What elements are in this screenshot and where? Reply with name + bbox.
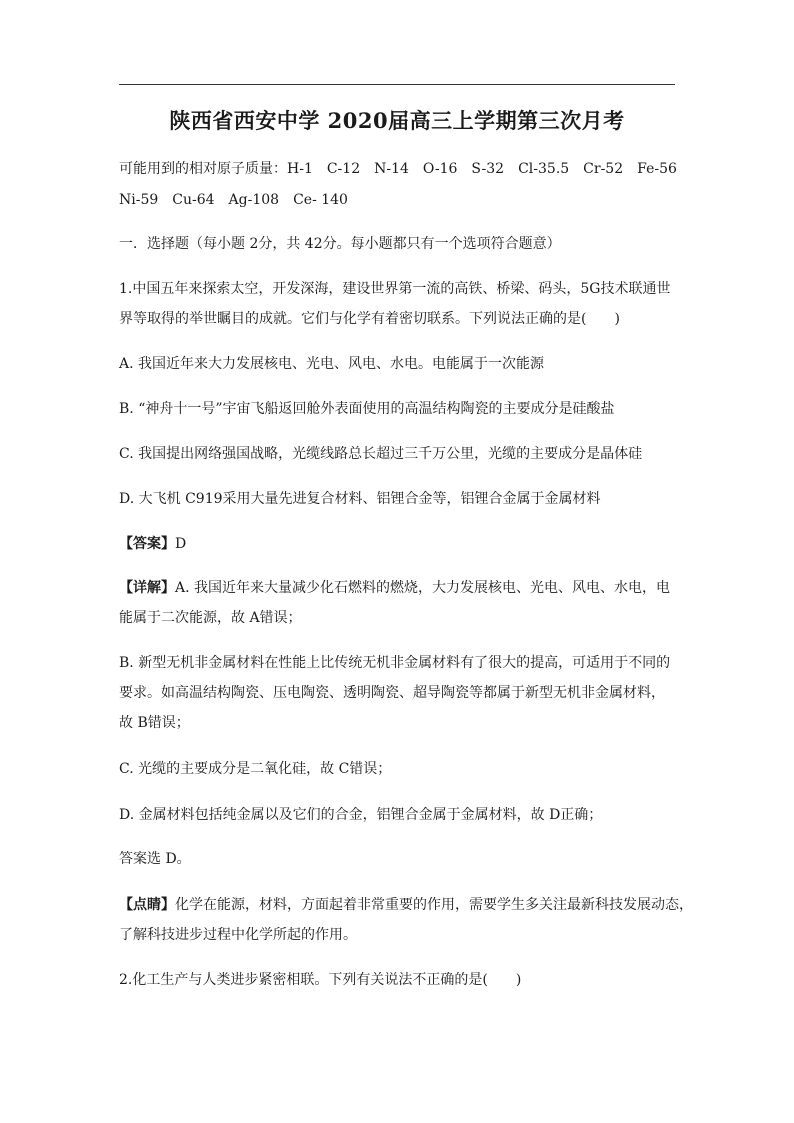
q1-stem-line-1: 1.中国五年来探索太空，开发深海，建设世界第一流的高铁、桥梁、码头，5G技术联通世: [119, 281, 671, 297]
comment-text: 化学在能源，材料，方面起着非常重要的作用，需要学生多关注最新科技发展动态，: [175, 897, 693, 913]
detail-a-text: A. 我国近年来大量减少化石燃料的燃烧，大力发展核电、光电、风电、水电，电: [175, 580, 671, 596]
answer-label: 【答案】: [119, 536, 175, 552]
q1-detail-b-line-3: 故 B错误；: [119, 715, 190, 731]
q1-detail-c: C. 光缆的主要成分是二氧化硅，故 C错误；: [119, 761, 392, 777]
detail-label: 【详解】: [119, 580, 175, 596]
q1-stem-line-2: 界等取得的举世瞩目的成就。它们与化学有着密切联系。下列说法正确的是( ): [119, 311, 620, 327]
q1-detail-d: D. 金属材料包括纯金属以及它们的合金，铝锂合金属于金属材料，故 D正确；: [119, 807, 603, 823]
q1-detail-a-line-1: [119, 578, 679, 598]
q1-detail-b-line-2: 要求。如高温结构陶瓷、压电陶瓷、透明陶瓷、超导陶瓷等都属于新型无机非金属材料，: [119, 685, 665, 701]
q1-option-b: B. “神舟十一号”宇宙飞船返回舱外表面使用的高温结构陶瓷的主要成分是硅酸盐: [119, 401, 615, 417]
section-heading: 一．选择题（每小题 2分，共 42分。每小题都只有一个选项符合题意）: [119, 236, 561, 252]
q1-answer: [119, 534, 679, 554]
atomic-mass-line-1: 可能用到的相对原子质量：H-1 C-12 N-14 O-16 S-32 Cl-35.5 Cr-52 Fe-56: [119, 161, 677, 177]
answer-value: D: [175, 536, 187, 552]
q1-detail-b-line-1: B. 新型无机非金属材料在性能上比传统无机非金属材料有了很大的提高，可适用于不同的: [119, 655, 671, 671]
q1-option-c: C. 我国提出网络强国战略，光缆线路总长超过三千万公里，光缆的主要成分是晶体硅: [119, 446, 643, 462]
q1-answer-select: 答案选 D。: [119, 851, 191, 867]
atomic-mass-line-2: Ni-59 Cu-64 Ag-108 Ce- 140: [119, 192, 348, 208]
q1-comment-line-2: 了解科技进步过程中化学所起的作用。: [119, 927, 357, 943]
q2-stem: 2.化工生产与人类进步紧密相联。下列有关说法不正确的是( ): [119, 972, 522, 988]
q1-option-a: A. 我国近年来大力发展核电、光电、风电、水电。电能属于一次能源: [119, 356, 545, 372]
comment-label: 【点睛】: [119, 897, 175, 913]
q1-comment-line-1: [119, 895, 693, 915]
q1-detail-a-line-2: 能属于二次能源，故 A错误；: [119, 610, 302, 626]
page-title: 陕西省西安中学 2020届高三上学期第三次月考: [169, 108, 625, 133]
q1-option-d: D. 大飞机 C919采用大量先进复合材料、铝锂合金等，铝锂合金属于金属材料: [119, 491, 601, 507]
header-rule: [119, 84, 675, 85]
